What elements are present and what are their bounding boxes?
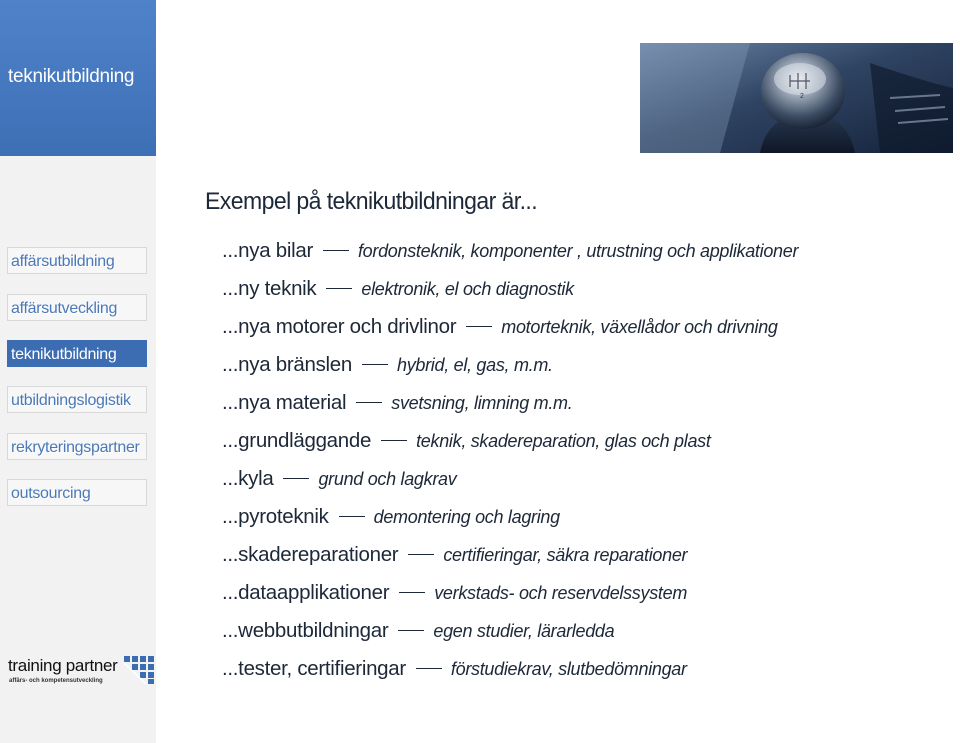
header-banner bbox=[0, 0, 156, 156]
dash-separator bbox=[283, 478, 309, 479]
list-item bbox=[222, 581, 687, 609]
dash-separator bbox=[362, 364, 388, 365]
list-item bbox=[222, 315, 778, 343]
item-title: ...webbutbildningar bbox=[222, 619, 389, 642]
nav-item-utbildningslogistik[interactable]: utbildningslogistik bbox=[7, 386, 147, 413]
dash-separator bbox=[398, 630, 424, 631]
svg-text:2: 2 bbox=[800, 93, 804, 100]
list-item bbox=[222, 505, 560, 533]
list-item bbox=[222, 467, 456, 495]
dash-separator bbox=[408, 554, 434, 555]
list-item bbox=[222, 353, 553, 381]
dash-separator bbox=[326, 288, 352, 289]
nav-item-rekryteringspartner[interactable]: rekryteringspartner bbox=[7, 433, 147, 460]
item-title: ...skadereparationer bbox=[222, 543, 399, 566]
nav-item-affarsutbildning[interactable]: affärsutbildning bbox=[7, 247, 147, 274]
list-item bbox=[222, 277, 574, 305]
dash-separator bbox=[416, 668, 442, 669]
item-title: ...nya motorer och drivlinor bbox=[222, 315, 457, 338]
item-description: certifieringar, säkra reparationer bbox=[443, 545, 688, 565]
logo-grid-icon bbox=[124, 656, 154, 684]
item-description: förstudiekrav, slutbedömningar bbox=[450, 659, 687, 679]
dash-separator bbox=[339, 516, 365, 517]
dash-separator bbox=[399, 592, 425, 593]
page-heading: Exempel på teknikutbildningar är... bbox=[205, 188, 538, 215]
item-description: egen studier, lärarledda bbox=[433, 621, 615, 641]
list-item bbox=[222, 429, 711, 457]
logo-tagline: affärs- och kompetensutveckling bbox=[9, 678, 103, 684]
item-title: ...grundläggande bbox=[222, 429, 372, 452]
sidebar bbox=[0, 0, 156, 743]
item-title: ...nya bilar bbox=[222, 239, 313, 262]
item-title: ...nya bränslen bbox=[222, 353, 352, 376]
item-description: teknik, skadereparation, glas och plast bbox=[416, 431, 711, 451]
list-item bbox=[222, 391, 572, 419]
item-title: ...kyla bbox=[222, 467, 274, 490]
logo-text: training partner bbox=[8, 656, 118, 675]
list-item bbox=[222, 543, 687, 571]
nav-item-affarsutveckling[interactable]: affärsutveckling bbox=[7, 294, 147, 321]
item-description: verkstads- och reservdelssystem bbox=[434, 583, 688, 603]
item-description: grund och lagkrav bbox=[318, 469, 457, 489]
dash-separator bbox=[356, 402, 382, 403]
item-title: ...ny teknik bbox=[222, 277, 317, 300]
header-title: teknikutbildning bbox=[8, 66, 135, 87]
list-item bbox=[222, 239, 798, 267]
item-description: demontering och lagring bbox=[373, 507, 560, 527]
nav-item-outsourcing[interactable]: outsourcing bbox=[7, 479, 147, 506]
list-item bbox=[222, 619, 614, 647]
item-description: motorteknik, växellådor och drivning bbox=[501, 317, 778, 337]
list-item bbox=[222, 657, 687, 685]
item-description: svetsning, limning m.m. bbox=[391, 393, 573, 413]
item-title: ...tester, certifieringar bbox=[222, 657, 406, 680]
item-description: elektronik, el och diagnostik bbox=[361, 279, 574, 299]
item-description: fordonsteknik, komponenter , utrustning och applikationer bbox=[357, 241, 799, 261]
training-partner-logo[interactable] bbox=[8, 656, 153, 696]
gear-shift-knob-photo bbox=[640, 43, 953, 153]
item-description: hybrid, el, gas, m.m. bbox=[396, 355, 553, 375]
dash-separator bbox=[381, 440, 407, 441]
dash-separator bbox=[323, 250, 349, 251]
item-title: ...pyroteknik bbox=[222, 505, 329, 528]
item-title: ...dataapplikationer bbox=[222, 581, 390, 604]
nav-item-teknikutbildning[interactable]: teknikutbildning bbox=[7, 340, 147, 367]
dash-separator bbox=[466, 326, 492, 327]
item-title: ...nya material bbox=[222, 391, 347, 414]
